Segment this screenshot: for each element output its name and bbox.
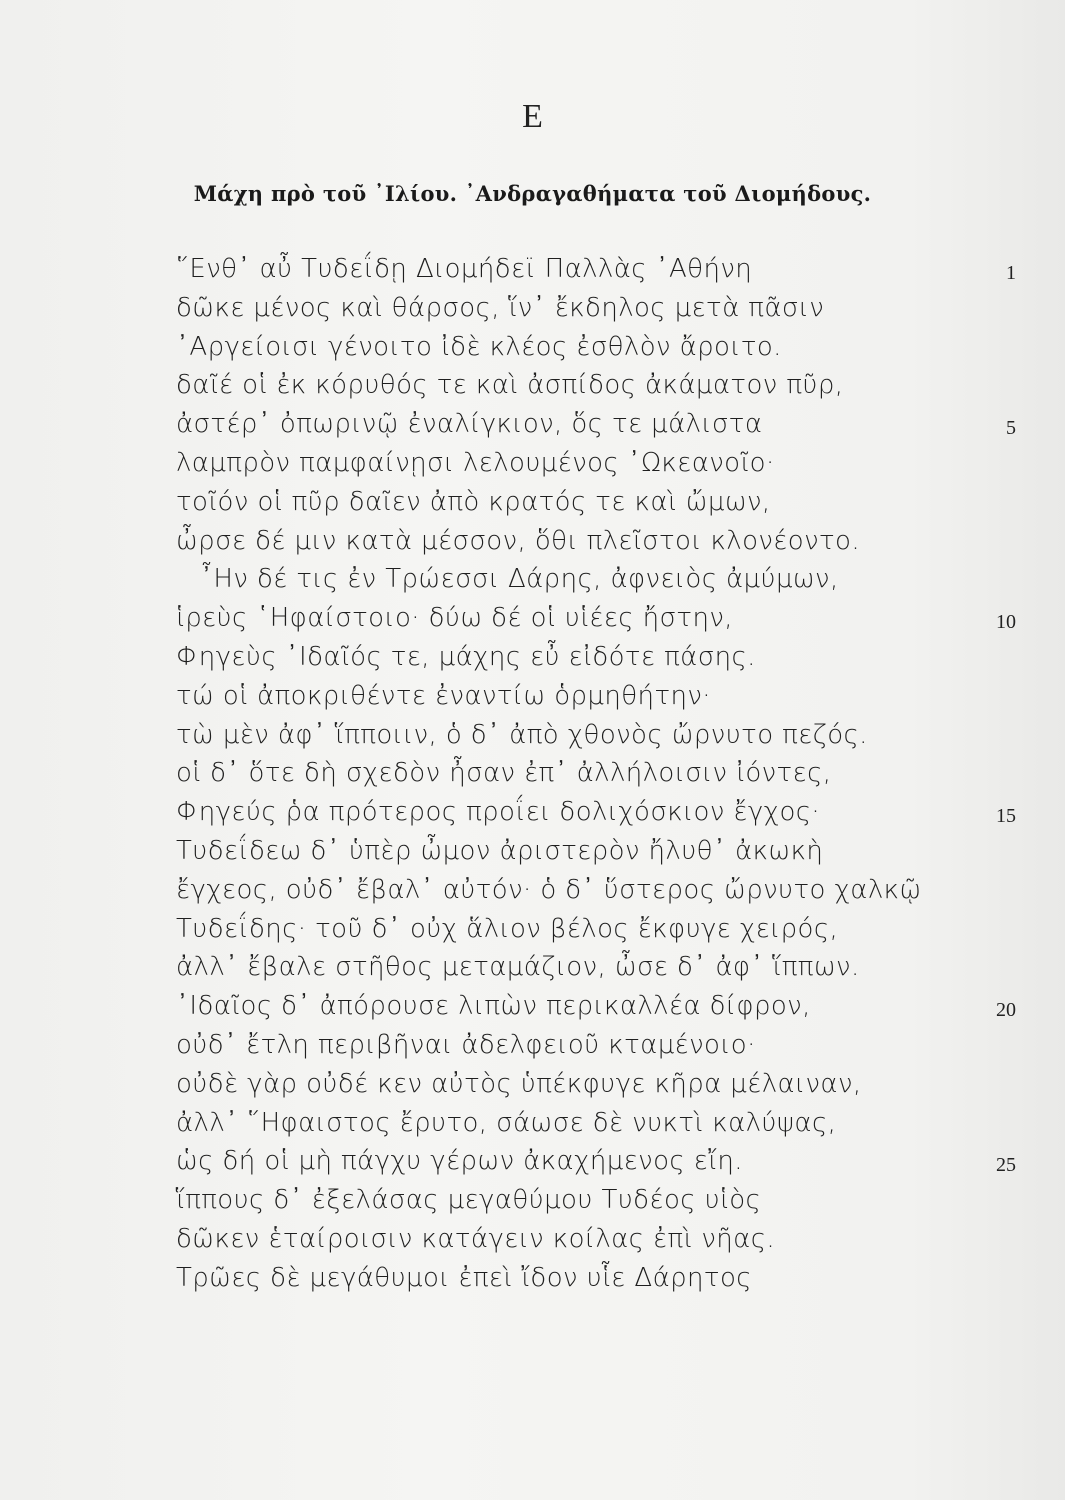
verse-text: δῶκε μένος καὶ θάρσος, ἵν᾿ ἔκδηλος μετὰ πᾶσιν <box>176 292 825 323</box>
verse-number: 1 <box>1006 262 1016 284</box>
verse-line <box>0 444 1065 483</box>
verse-number: 15 <box>996 805 1016 828</box>
verse-text: ᾿Ιδαῖος δ᾿ ἀπόρουσε λιπὼν περικαλλέα δίφρον, <box>176 991 811 1022</box>
verse-line <box>0 560 1065 599</box>
verse-text: δαῖέ οἱ ἐκ κόρυθός τε καὶ ἀσπίδος ἀκάματον πῦρ, <box>176 370 844 401</box>
verse-text: ἵππους δ᾿ ἐξελάσας μεγαθύμου Τυδέος υἱὸς <box>176 1185 762 1216</box>
verse-text: οὐδὲ γὰρ οὐδέ κεν αὐτὸς ὑπέκφυγε κῆρα μέλαιναν, <box>176 1068 862 1099</box>
book-summary-heading: Μάχη πρὸ τοῦ ᾿Ιλίου. ᾿Ανδραγαθήματα τοῦ Διομήδους. <box>193 181 872 206</box>
verse-line <box>0 638 1065 677</box>
verse-line <box>0 366 1065 405</box>
verse-text: Τρῶες δὲ μεγάθυμοι ἐπεὶ ἴδον υἷε Δάρητος <box>176 1262 752 1293</box>
verse-text: ἀλλ᾿ ῞Ηφαιστος ἔρυτο, σάωσε δὲ νυκτὶ καλύψας, <box>176 1107 837 1138</box>
verse-line <box>0 1104 1065 1143</box>
verse-text: ὦρσε δέ μιν κατὰ μέσσον, ὅθι πλεῖστοι κλονέοντο. <box>176 525 861 556</box>
verse-line <box>0 289 1065 328</box>
verse-line <box>0 483 1065 522</box>
verse-text: λαμπρὸν παμφαίνῃσι λελουμένος ᾿Ωκεανοῖο· <box>176 447 775 478</box>
verse-line <box>0 1026 1065 1065</box>
verse-line <box>0 405 1065 444</box>
verse-text: ἀλλ᾿ ἔβαλε στῆθος μεταμάζιον, ὦσε δ᾿ ἀφ᾿ ἵππων. <box>176 952 860 983</box>
verse-line <box>0 1259 1065 1298</box>
verse-text: Φηγεύς ῥα πρότερος προΐει δολιχόσκιον ἔγχος· <box>176 797 821 828</box>
verse-text: ἱρεὺς ῾Ηφαίστοιο· δύω δέ οἱ υἱέες ἤστην, <box>176 603 733 634</box>
verse-line <box>0 754 1065 793</box>
verse-text: τὼ μὲν ἀφ᾿ ἵπποιιν, ὁ δ᾿ ἀπὸ χθονὸς ὤρνυτο πεζός. <box>176 719 868 750</box>
verse-line <box>0 716 1065 755</box>
verse-text: ῏Ην δέ τις ἐν Τρώεσσι Δάρης, ἀφνειὸς ἀμύμων, <box>200 564 839 595</box>
verse-line <box>0 328 1065 367</box>
verse-line <box>0 522 1065 561</box>
verse-text: Φηγεὺς ᾿Ιδαῖός τε, μάχης εὖ εἰδότε πάσης. <box>176 641 756 672</box>
verse-line <box>0 250 1065 289</box>
verse-text: ἀστέρ᾿ ὀπωρινῷ ἐναλίγκιον, ὅς τε μάλιστα <box>176 409 763 440</box>
verse-line <box>0 832 1065 871</box>
verse-number: 20 <box>996 999 1016 1022</box>
verse-list <box>0 250 1065 1298</box>
verse-text: οἱ δ᾿ ὅτε δὴ σχεδὸν ἦσαν ἐπ᾿ ἀλλήλοισιν ἰόντες, <box>176 758 832 789</box>
verse-line <box>0 1065 1065 1104</box>
verse-number: 5 <box>1006 417 1016 440</box>
verse-text: τοῖόν οἱ πῦρ δαῖεν ἀπὸ κρατός τε καὶ ὤμων, <box>176 486 771 517</box>
verse-line <box>0 871 1065 910</box>
verse-line <box>0 599 1065 638</box>
verse-text: ῞Ενθ᾿ αὖ Τυδεΐδῃ Διομήδεϊ Παλλὰς ᾿Αθήνη <box>176 254 753 284</box>
verse-text: ὡς δή οἱ μὴ πάγχυ γέρων ἀκαχήμενος εἴη. <box>176 1146 743 1177</box>
verse-line <box>0 677 1065 716</box>
verse-line <box>0 987 1065 1026</box>
verse-line <box>0 948 1065 987</box>
verse-number: 25 <box>996 1154 1016 1177</box>
verse-text: δῶκεν ἑταίροισιν κατάγειν κοίλας ἐπὶ νῆας. <box>176 1223 776 1254</box>
verse-line <box>0 1142 1065 1181</box>
verse-text: οὐδ᾿ ἔτλη περιβῆναι ἀδελφειοῦ κταμένοιο· <box>176 1029 756 1060</box>
verse-text: Τυδεΐδης· τοῦ δ᾿ οὐχ ἅλιον βέλος ἔκφυγε χειρός, <box>176 913 839 944</box>
verse-text: τώ οἱ ἀποκριθέντε ἐναντίω ὁρμηθήτην· <box>176 680 711 711</box>
verse-line <box>0 910 1065 949</box>
verse-text: ἔγχεος, οὐδ᾿ ἔβαλ᾿ αὐτόν· ὁ δ᾿ ὕστερος ὤρνυτο χαλκῷ <box>176 874 922 905</box>
book-letter-heading: Ε <box>522 98 543 135</box>
verse-text: ᾿Αργείοισι γένοιτο ἰδὲ κλέος ἐσθλὸν ἄροιτο. <box>176 331 782 362</box>
verse-line <box>0 793 1065 832</box>
verse-number: 10 <box>996 611 1016 634</box>
verse-text: Τυδεΐδεω δ᾿ ὑπὲρ ὦμον ἀριστερὸν ἤλυθ᾿ ἀκωκὴ <box>176 835 824 866</box>
verse-line <box>0 1181 1065 1220</box>
verse-line <box>0 1220 1065 1259</box>
